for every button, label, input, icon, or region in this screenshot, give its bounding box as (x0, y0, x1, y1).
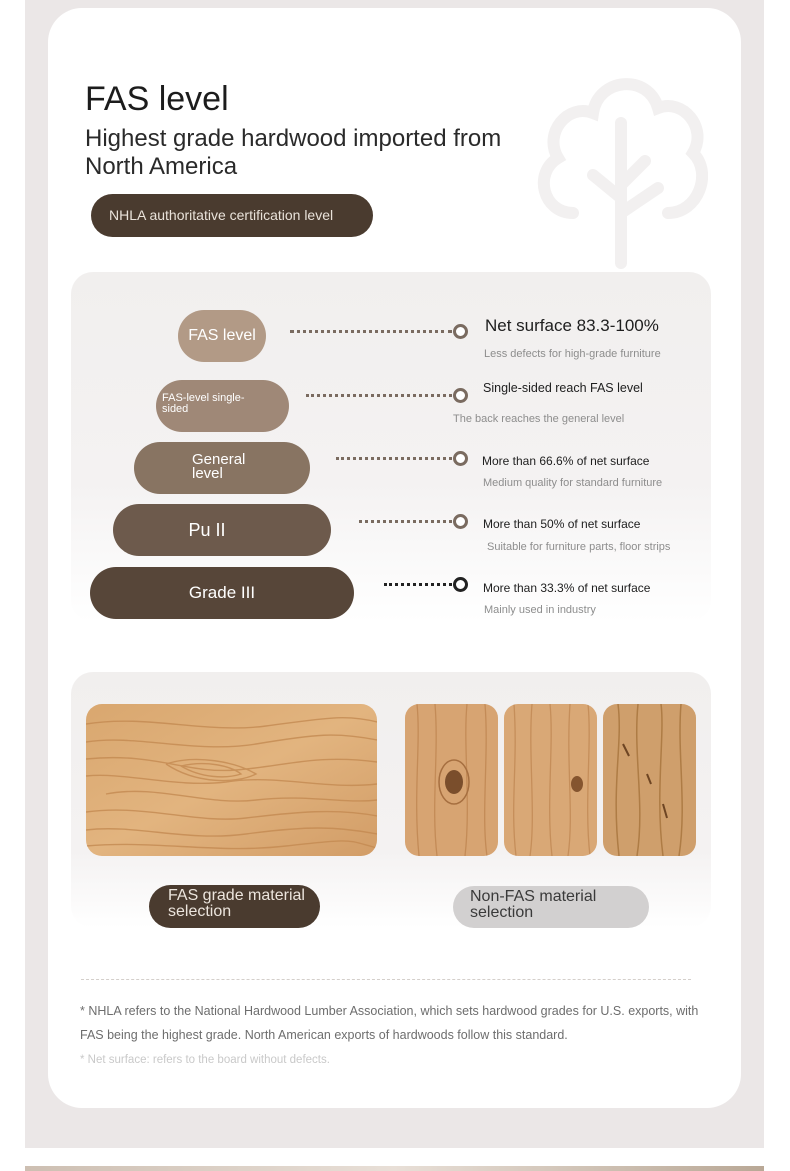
ring-icon (453, 388, 468, 403)
grade-pill-general (134, 442, 310, 494)
grade-pill-fas (178, 310, 266, 362)
next-section-edge (25, 1166, 764, 1171)
connector-line (336, 457, 452, 460)
page-title: FAS level (85, 80, 229, 118)
grade-pill-grade3 (90, 567, 354, 619)
connector-line (290, 330, 452, 333)
grade-title: Single-sided reach FAS level (483, 381, 643, 395)
ring-icon (453, 324, 468, 339)
grade-pill-label: Pu II (188, 519, 226, 540)
nonfas-wood-sample-2 (504, 704, 597, 856)
grade-description: Suitable for furniture parts, floor strips (487, 541, 671, 553)
certification-badge: NHLA authoritative certification level (91, 194, 373, 237)
nonfas-material-label-text: Non-FAS material selection (470, 888, 597, 921)
grade-panel (71, 272, 711, 622)
grade-pill-pu2 (113, 504, 331, 556)
grade-description: The back reaches the general level (453, 413, 625, 425)
fas-material-label (149, 885, 320, 928)
nhla-footnote: * NHLA refers to the National Hardwood Lumber Association, which sets hardwood grades for U.S. exports, with FAS being the highest grade. North American exports of hardwoods follow this standard. (80, 1004, 699, 1042)
fas-material-label-text: FAS grade material selection (168, 887, 305, 920)
content-card (48, 8, 741, 1108)
grade-pill-label: FAS level (188, 327, 256, 344)
grade-title: More than 66.6% of net surface (482, 454, 650, 468)
grade-title: Net surface 83.3-100% (485, 316, 659, 335)
nonfas-material-label (453, 886, 649, 928)
nonfas-wood-sample-1 (405, 704, 498, 856)
net-surface-footnote: * Net surface: refers to the board without defects. (80, 1054, 330, 1066)
material-panel (71, 672, 711, 928)
ring-icon (453, 514, 468, 529)
nonfas-wood-sample-3 (603, 704, 696, 856)
grade-title: More than 50% of net surface (483, 517, 641, 531)
grade-pill-label: Grade III (188, 583, 256, 602)
connector-line (359, 520, 452, 523)
page-subtitle: Highest grade hardwood imported from North America (85, 125, 502, 180)
ring-icon (453, 577, 468, 592)
grade-description: Medium quality for standard furniture (483, 477, 663, 489)
tree-icon (533, 63, 708, 278)
connector-line (306, 394, 452, 397)
grade-title: More than 33.3% of net surface (483, 581, 651, 595)
grade-description: Less defects for high-grade furniture (484, 348, 661, 360)
grade-description: Mainly used in industry (484, 604, 596, 616)
grade-pill-label: FAS-level single-sided (162, 392, 245, 415)
connector-line (384, 583, 452, 586)
grade-pill-label: General level (192, 451, 246, 482)
ring-icon (453, 451, 468, 466)
fas-wood-sample (86, 704, 377, 856)
divider (81, 979, 691, 980)
grade-pill-fas-single (156, 380, 289, 432)
